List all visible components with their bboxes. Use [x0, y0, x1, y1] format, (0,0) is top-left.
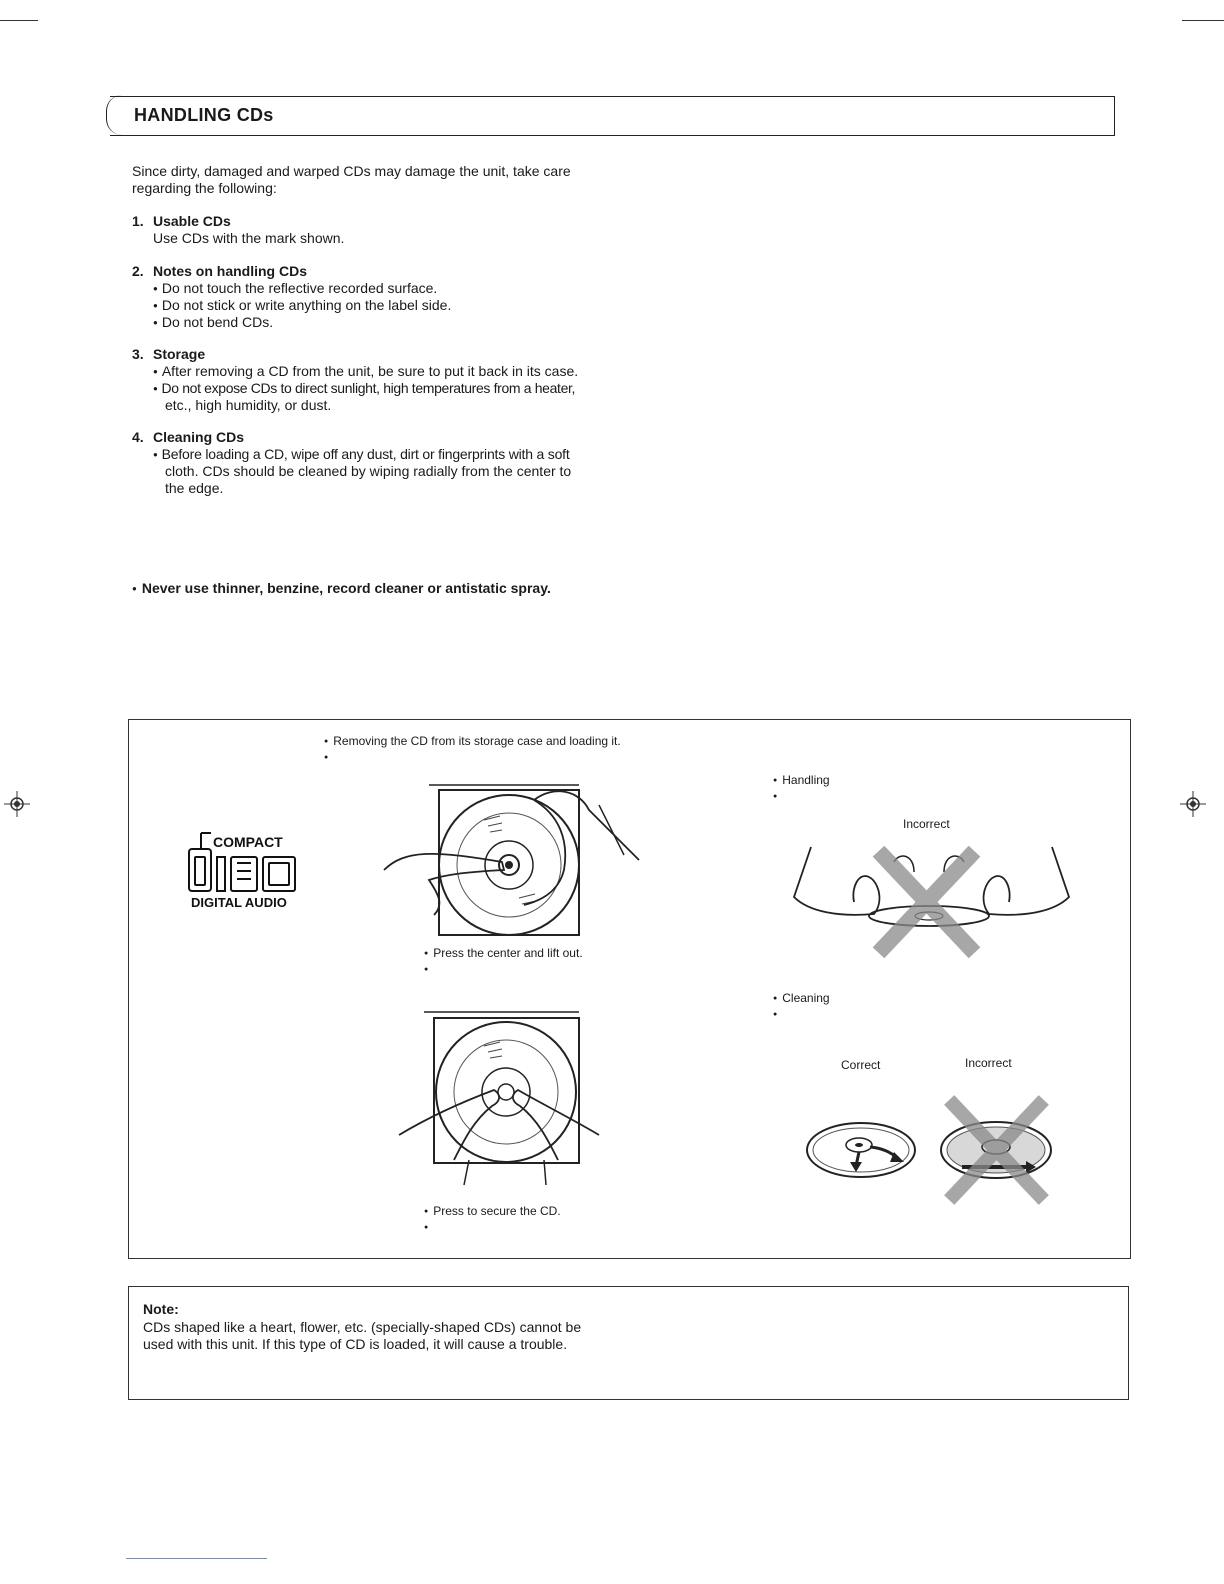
registration-mark-left-icon — [4, 791, 30, 817]
note-line: used with this unit. If this type of CD is loaded, it will cause a trouble. — [143, 1336, 568, 1352]
crop-mark-top-right — [1182, 20, 1224, 21]
caption-bullet: ● — [773, 793, 778, 800]
caption-press-center: ● Press the center and lift out. — [424, 946, 583, 960]
warning-text: ● Never use thinner, benzine, record cleaner or antistatic spray. — [132, 580, 551, 596]
figure-panel — [128, 719, 1131, 1259]
item-number: 1. — [132, 213, 144, 229]
bullet-item: ● Do not stick or write anything on the label side. — [153, 297, 451, 316]
cd-cleaning-incorrect-illustration — [934, 1095, 1059, 1205]
note-line: CDs shaped like a heart, flower, etc. (specially-shaped CDs) cannot be — [143, 1319, 582, 1335]
item-heading: Storage — [153, 346, 206, 362]
caption-bullet: ● — [773, 1011, 778, 1018]
label-cleaning-incorrect: Incorrect — [965, 1056, 1012, 1070]
note-title: Note: — [143, 1301, 179, 1317]
bullet-item: ● After removing a CD from the unit, be sure to put it back in its case. — [153, 363, 578, 382]
label-handling-incorrect: Incorrect — [903, 817, 950, 831]
label-cleaning-correct: Correct — [841, 1058, 881, 1072]
registration-mark-right-icon — [1180, 791, 1206, 817]
title-bracket — [106, 95, 123, 135]
cd-removal-illustration — [384, 780, 644, 940]
caption-handling: ● Handling — [773, 773, 830, 787]
bullet-continuation: cloth. CDs should be cleaned by wiping radially from the center to — [165, 463, 572, 479]
bullet-item: ● Do not bend CDs. — [153, 314, 273, 333]
bullet-item: ● Before loading a CD, wipe off any dust, dirt or fingerprints with a soft — [153, 446, 570, 465]
caption-press-secure: ● Press to secure the CD. — [424, 1204, 561, 1218]
caption-cleaning: ● Cleaning — [773, 991, 830, 1005]
item-number: 4. — [132, 429, 144, 445]
note-box — [128, 1286, 1129, 1400]
caption-bullet: ● — [424, 966, 429, 973]
intro-text: Since dirty, damaged and warped CDs may damage the unit, take care regarding the following: — [132, 163, 571, 196]
section-title-box — [110, 96, 1115, 136]
caption-removing: ● Removing the CD from its storage case and loading it. — [324, 734, 621, 748]
item-heading: Usable CDs — [153, 213, 231, 229]
bullet-continuation: the edge. — [165, 480, 224, 496]
compact-disc-logo — [187, 831, 307, 911]
footer-rule — [126, 1558, 267, 1559]
item-text: Use CDs with the mark shown. — [153, 230, 345, 246]
logo-compact-text: COMPACT — [213, 834, 283, 850]
note-text — [143, 1319, 623, 1353]
caption-bullet: ● — [424, 1224, 429, 1231]
item-heading: Notes on handling CDs — [153, 263, 307, 279]
item-number: 2. — [132, 263, 144, 279]
cd-cleaning-correct-illustration — [804, 1120, 919, 1180]
logo-digital-audio-text: DIGITAL AUDIO — [191, 895, 287, 910]
item-number: 3. — [132, 346, 144, 362]
bullet-continuation: etc., high humidity, or dust. — [165, 397, 332, 413]
bullet-item: ● Do not touch the reflective recorded surface. — [153, 280, 437, 299]
caption-bullet: ● — [324, 754, 329, 761]
crop-mark-top-left — [0, 20, 38, 21]
item-heading: Cleaning CDs — [153, 429, 245, 445]
page-title: HANDLING CDs — [134, 105, 274, 125]
cd-loading-illustration — [394, 1010, 624, 1200]
cd-handling-incorrect-illustration — [789, 842, 1074, 962]
bullet-item: ● Do not expose CDs to direct sunlight, high temperatures from a heater, — [153, 380, 575, 399]
